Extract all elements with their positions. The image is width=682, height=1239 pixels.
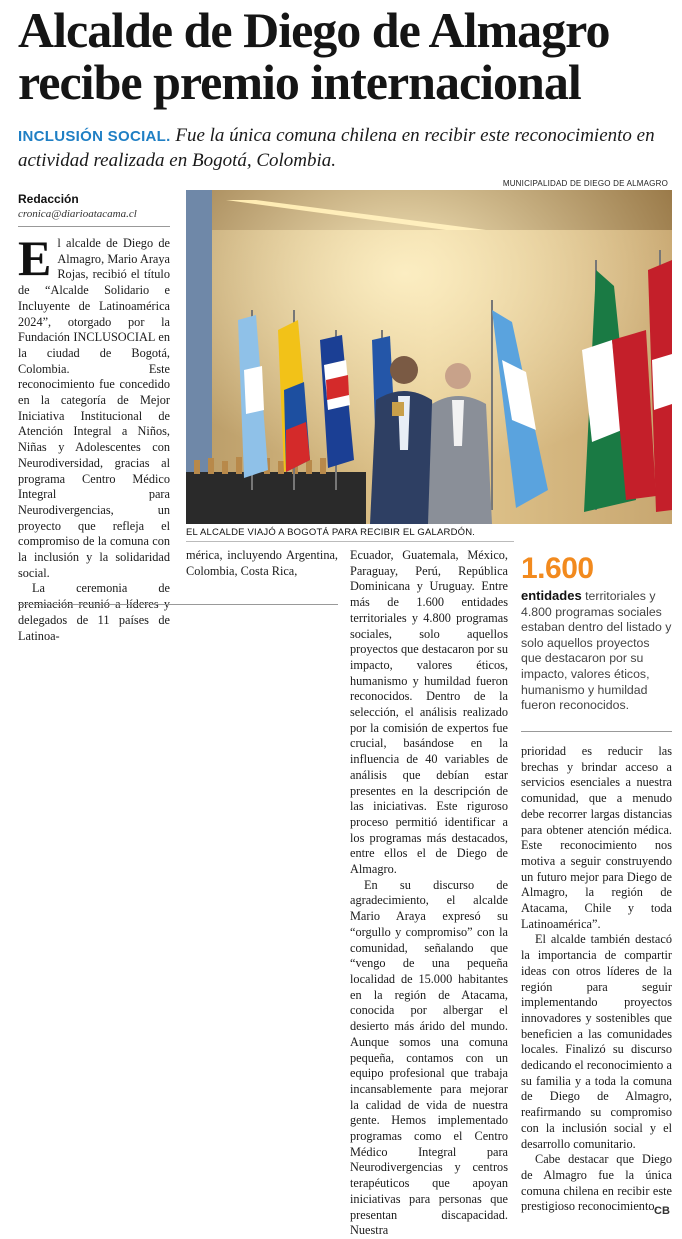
factbox-number: 1.600 <box>521 552 594 585</box>
column-1 <box>18 230 170 644</box>
paragraph-3: En su discurso de agradecimiento, el alcalde Mario Araya expresó su “orgullo y compromiso” con la comunidad, señalando que “vengo de una pequeña localidad de 15.000 habitantes en la región de Atacama, conocida por albergar el desierto más árido del mundo. Aunque somos una comuna pequeña, contamos con un equipo profesional que trabaja incansablemente para mejorar la calidad de vida de nuestra gente. Hemos implementado programas como el Centro Médico Integral para Neurodivergencias y centros terapéuticos que apoyan iniciativas para personas que presentan discapacidad. Nuestra <box>350 877 508 1238</box>
drop-cap: E <box>18 230 52 286</box>
paragraph-2-part-c: Ecuador, Guatemala, México, Paraguay, Perú, República Dominicana y Uruguay. Entre más de 1.600 entidades territoriales y 4.800 programas sociales, solo aquellos proyectos que destacaron por su impacto, valores éticos, humanismo y humildad fueron reconocidos. Dentro de la selección, el análisis realizado por la comisión de expertos fue crucial, basándose en la influencia de 40 variables de análisis que debían estar presentes en la descripción de las iniciativas. Este riguroso proceso permitió identificar a los programas más destacados, entre ellos el de Diego de Almagro. <box>350 548 508 877</box>
photo-illustration <box>186 190 672 524</box>
author-email[interactable]: cronica@diarioatacama.cl <box>18 208 137 220</box>
paragraph-4: El alcalde también destacó la importancia de compartir ideas con otros líderes de la región para seguir implementando proyectos innovadores y sostenibles que beneficien a las comunidades locales. Finalizó su discurso dedicando el reconocimiento a su familia y a toda la comuna de Diego de Almagro, reafirmando su compromiso con la inclusión social y el desarrollo comunitario. <box>521 932 672 1151</box>
paragraph-3-continued: prioridad es reducir las brechas y brindar acceso a servicios esenciales a nuestra comunidad, que a menudo debe recorrer largas distancias para obtener atención médica. Este reconocimiento nos motiva a seguir construyendo un futuro mejor para Diego de Almagro, la región de Atacama, Chile y toda Latinoamérica”. <box>521 744 672 931</box>
headline: Alcalde de Diego de Almagro recibe premio internacional <box>18 2 610 110</box>
caption-divider <box>186 541 514 542</box>
byline <box>18 192 178 222</box>
deck-text: Fue la única comuna chilena en recibir este reconocimiento en actividad realizada en Bogotá, Colombia. <box>18 125 655 171</box>
author: Redacción <box>18 192 79 206</box>
paragraph-2-part-a: La ceremonia de premiación reunió a líderes y delegados de 11 países de Latinoa- <box>18 581 170 643</box>
article-photo <box>186 190 672 524</box>
photo-credit: MUNICIPALIDAD DE DIEGO DE ALMAGRO <box>502 179 668 188</box>
paragraph-5: Cabe destacar que Diego de Almagro fue la única comuna chilena en recibir este prestigioso reconocimiento. <box>521 1152 672 1214</box>
paragraph-1-text: l alcalde de Diego de Almagro, Mario Araya Rojas, recibió el título de “Alcalde Solidario e Incluyente de Latinoamérica 2024”, otorgado por la Fundación INCLUSOCIAL en la ciudad de Bogotá, Colombia. Este reconocimiento fue concedido en la categoría de Mejor Iniciativa Institucional de Atención Integral a Niños, Niñas y Adolescentes con Neurodiversidad, gracias al programa Centro Médico Integral para Neurodivergencias, un proyecto que refleja el compromiso de la comuna con la inclusión y la solidaridad social. <box>18 236 170 580</box>
column-4 <box>521 744 672 1215</box>
factbox-lead: entidades <box>521 588 582 603</box>
end-mark: CB <box>654 1205 670 1217</box>
factbox-text <box>521 588 672 714</box>
factbox-body: territoriales y 4.800 programas sociales estaban dentro del listado y solo aquellos proyectos que destacaron por su impacto, valores éticos, humanismo y humildad fueron reconocidos. <box>521 589 672 713</box>
kicker: INCLUSIÓN SOCIAL. <box>18 128 171 145</box>
factbox-divider <box>521 731 672 732</box>
paragraph-1 <box>18 230 170 581</box>
deck <box>18 124 668 173</box>
column-3 <box>350 548 508 1239</box>
photo-caption: EL ALCALDE VIAJÓ A BOGOTÁ PARA RECIBIR EL GALARDÓN. <box>186 527 476 538</box>
paragraph-2-part-b: mérica, incluyendo Argentina, Colombia, Costa Rica, <box>186 548 338 578</box>
column-divider <box>18 604 338 605</box>
byline-divider <box>18 226 170 227</box>
column-2 <box>186 548 338 579</box>
factbox <box>521 552 672 714</box>
